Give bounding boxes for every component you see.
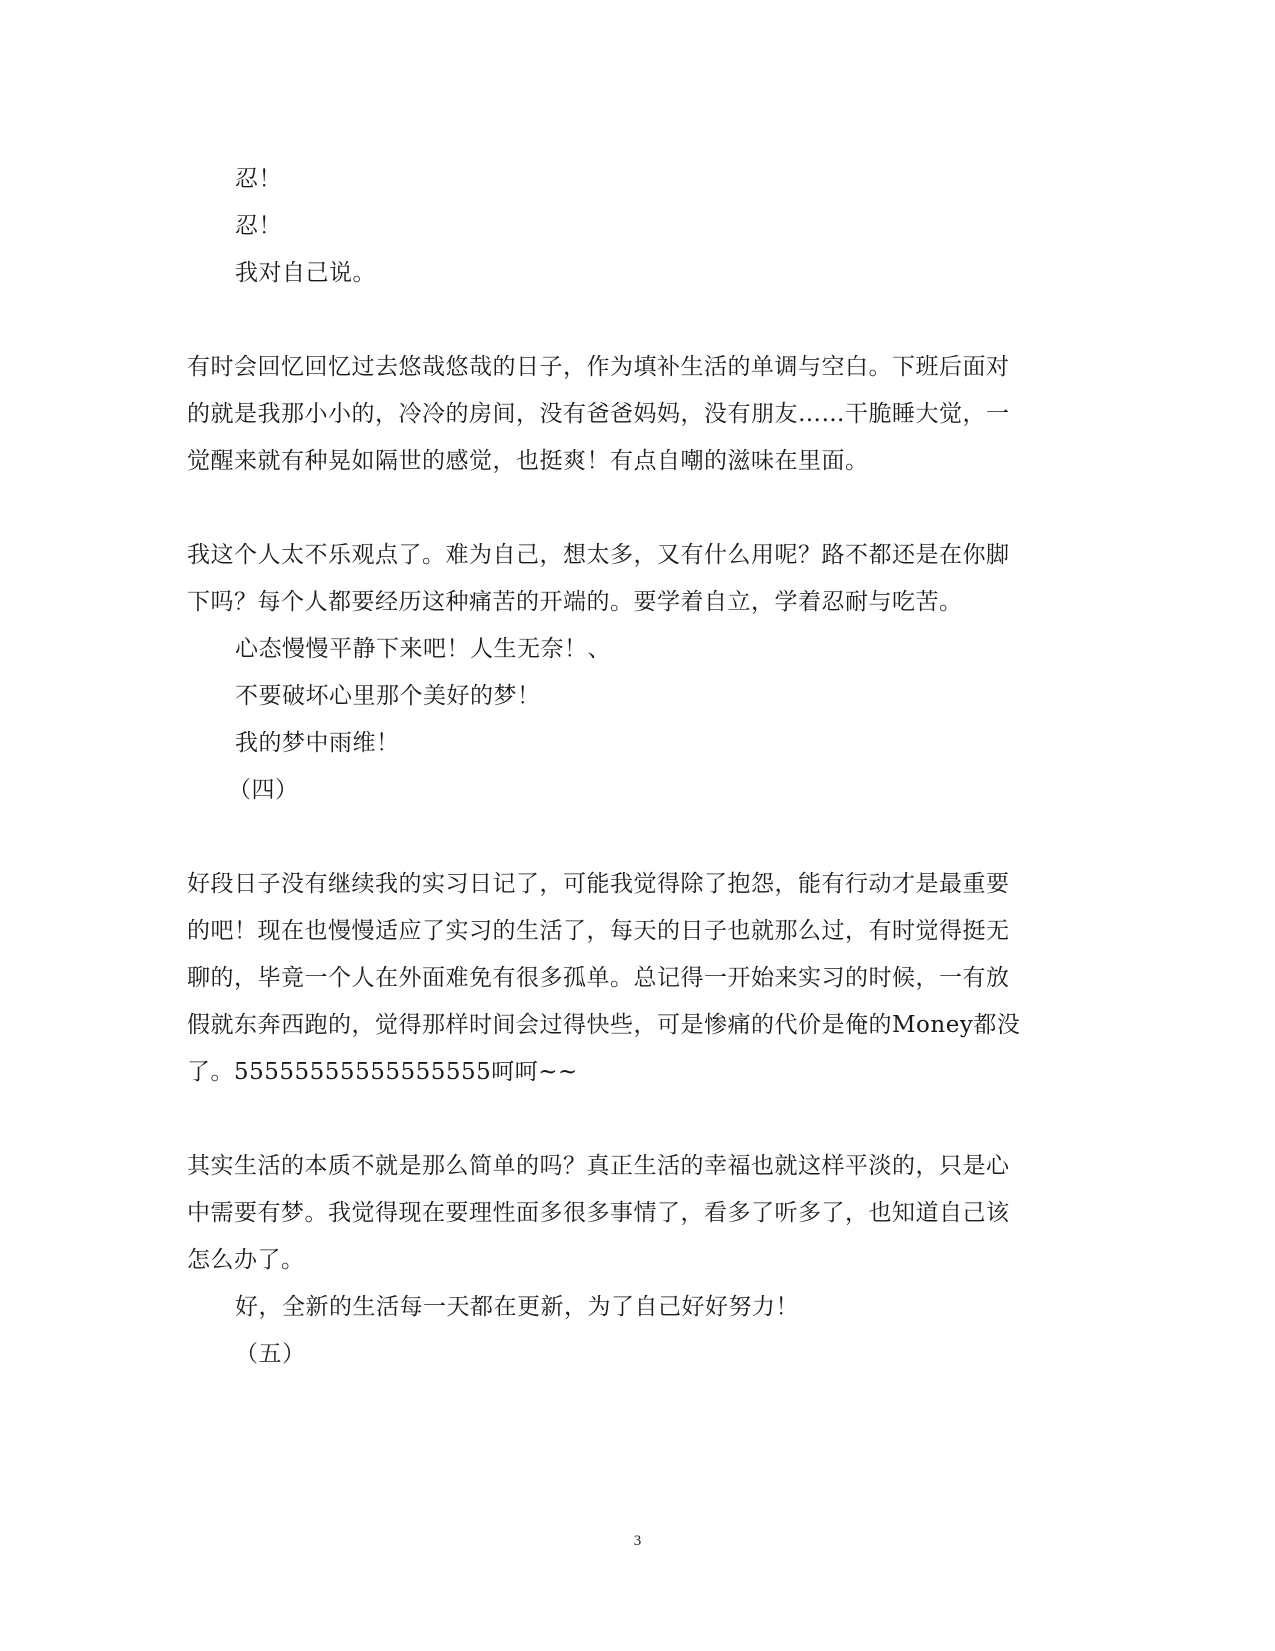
text-line: 了。55555555555555555呵呵~~ (187, 1059, 578, 1085)
text-line: 不要破坏心里那个美好的梦！ (235, 683, 541, 709)
text-line: 好段日子没有继续我的实习日记了，可能我觉得除了抱怨，能有行动才是最重要 (187, 871, 1010, 897)
text-line: 下吗？每个人都要经历这种痛苦的开端的。要学着自立，学着忍耐与吃苦。 (187, 589, 963, 615)
text-line: 心态慢慢平静下来吧！人生无奈！、 (235, 636, 611, 662)
text-line: 我的梦中雨维！ (235, 730, 400, 756)
text-line: 聊的，毕竟一个人在外面难免有很多孤单。总记得一开始来实习的时候，一有放 (187, 965, 1010, 991)
text-line: 好，全新的生活每一天都在更新，为了自己好好努力！ (235, 1294, 799, 1320)
section-heading: （四） (228, 777, 299, 803)
text-line: 假就东奔西跑的，觉得那样时间会过得快些，可是惨痛的代价是俺的Money都没 (187, 1012, 1021, 1038)
text-line: 有时会回忆回忆过去悠哉悠哉的日子，作为填补生活的单调与空白。下班后面对 (187, 354, 1010, 380)
text-line: 我对自己说。 (235, 260, 376, 286)
text-line: 的就是我那小小的，冷冷的房间，没有爸爸妈妈，没有朋友……干脆睡大觉，一 (187, 401, 1010, 427)
page-number: 3 (633, 1533, 642, 1549)
text-line: 的吧！现在也慢慢适应了实习的生活了，每天的日子也就那么过，有时觉得挺无 (187, 918, 1010, 944)
text-line: 怎么办了。 (187, 1247, 305, 1273)
text-line: 我这个人太不乐观点了。难为自己，想太多，又有什么用呢？路不都还是在你脚 (187, 542, 1010, 568)
text-line: 忍！ (235, 213, 282, 239)
text-line: 中需要有梦。我觉得现在要理性面多很多事情了，看多了听多了，也知道自己该 (187, 1200, 1010, 1226)
text-line: 觉醒来就有种晃如隔世的感觉，也挺爽！有点自嘲的滋味在里面。 (187, 448, 869, 474)
text-line: 忍！ (235, 166, 282, 192)
section-heading: （五） (235, 1341, 306, 1367)
text-line: 其实生活的本质不就是那么简单的吗？真正生活的幸福也就这样平淡的，只是心 (187, 1153, 1010, 1179)
